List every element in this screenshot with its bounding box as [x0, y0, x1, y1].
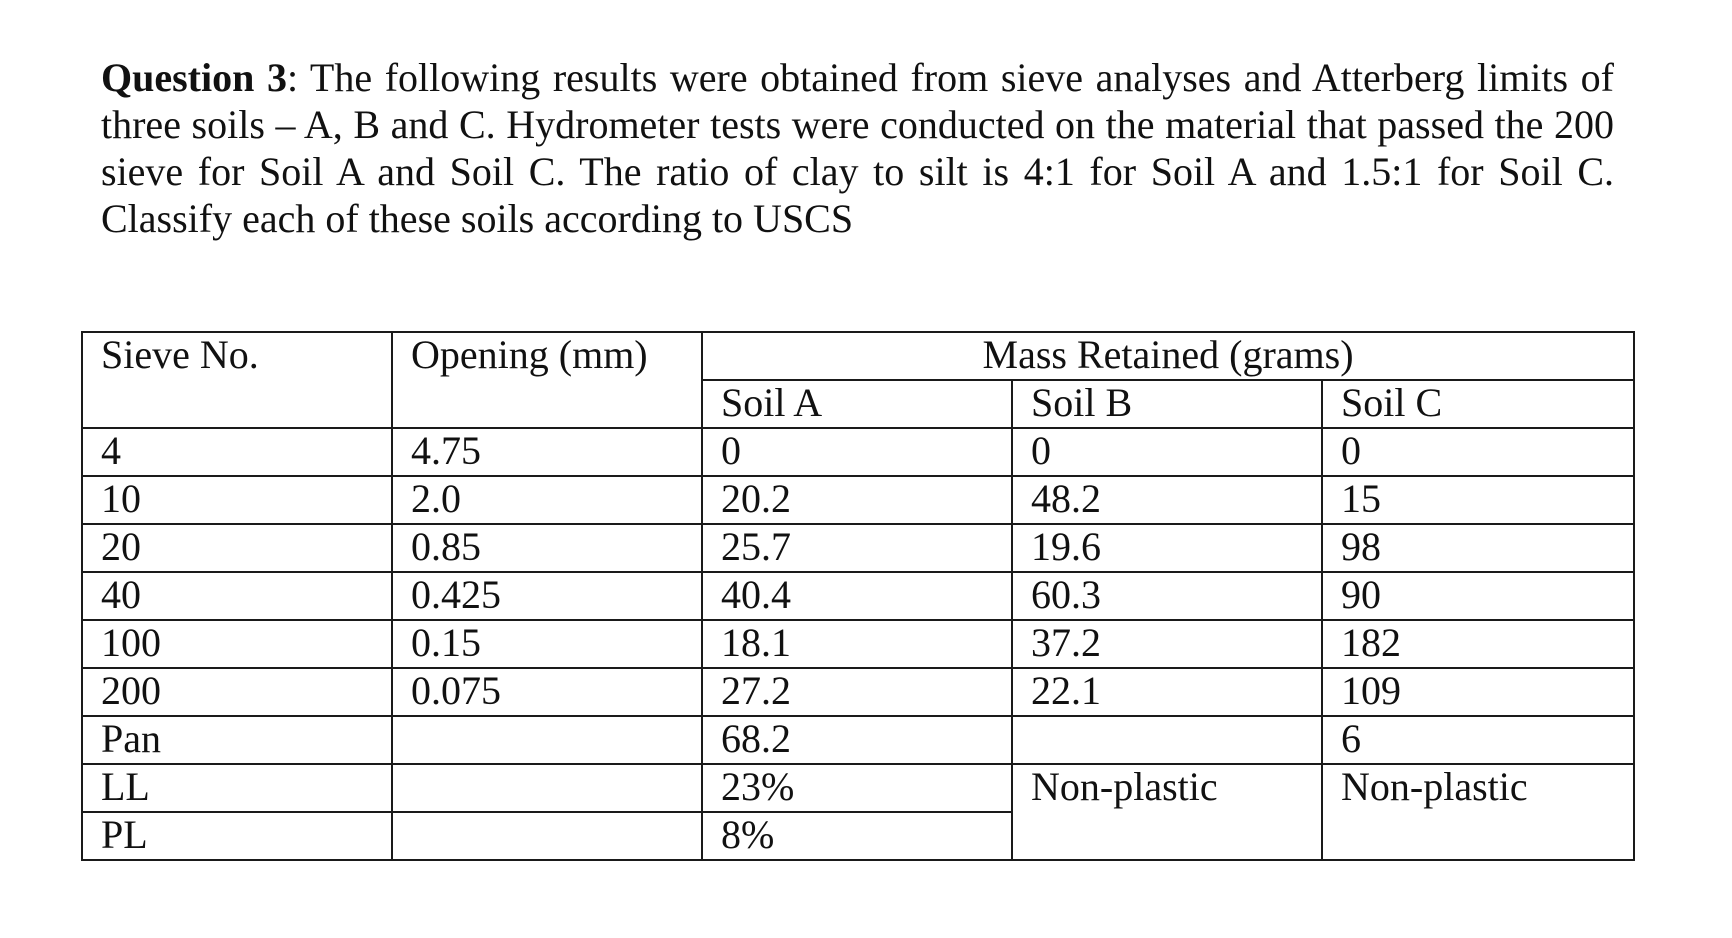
- ll-row: [82, 764, 1634, 812]
- sieve-cell: 200: [82, 668, 392, 716]
- sieve-cell: 20: [82, 524, 392, 572]
- soil-a-cell: 0: [702, 428, 1012, 476]
- opening-cell: 4.75: [392, 428, 702, 476]
- pl-opening-cell: [392, 812, 702, 860]
- soil-b-cell: 0: [1012, 428, 1322, 476]
- soil-c-cell: 98: [1322, 524, 1634, 572]
- ll-opening-cell: [392, 764, 702, 812]
- question-body: : The following results were obtained from sieve analyses and Atterberg limits of three soils – A, B and C. Hydrometer tests were conducted on the material that passed the 200 sieve for Soil A and Soil C. The ratio of clay to silt is 4:1 for Soil A and 1.5:1 for Soil C. Classify each of these soils according to USCS: [101, 55, 1615, 241]
- ll-soil-b: Non-plastic: [1012, 764, 1322, 860]
- header-sieve-no: Sieve No.: [82, 332, 392, 428]
- soil-c-cell: 6: [1322, 716, 1634, 764]
- ll-soil-a: 23%: [702, 764, 1012, 812]
- table-row: [82, 524, 1634, 572]
- soil-b-cell: 60.3: [1012, 572, 1322, 620]
- pl-label: PL: [82, 812, 392, 860]
- sieve-cell: 10: [82, 476, 392, 524]
- opening-cell: [392, 716, 702, 764]
- header-mass-retained: Mass Retained (grams): [702, 332, 1634, 380]
- table-row: [82, 428, 1634, 476]
- soil-b-cell: 22.1: [1012, 668, 1322, 716]
- opening-cell: 2.0: [392, 476, 702, 524]
- soil-c-cell: 90: [1322, 572, 1634, 620]
- header-row-1: [82, 332, 1634, 380]
- header-soil-a: Soil A: [702, 380, 1012, 428]
- soil-c-cell: 182: [1322, 620, 1634, 668]
- soil-a-cell: 18.1: [702, 620, 1012, 668]
- header-soil-c: Soil C: [1322, 380, 1634, 428]
- table-row: [82, 668, 1634, 716]
- soil-b-cell: 19.6: [1012, 524, 1322, 572]
- soil-a-cell: 27.2: [702, 668, 1012, 716]
- soil-b-cell: 48.2: [1012, 476, 1322, 524]
- soil-a-cell: 68.2: [702, 716, 1012, 764]
- soil-a-cell: 20.2: [702, 476, 1012, 524]
- table-row: [82, 716, 1634, 764]
- pl-soil-a: 8%: [702, 812, 1012, 860]
- opening-cell: 0.15: [392, 620, 702, 668]
- question-text: [101, 54, 1614, 242]
- soil-b-cell: [1012, 716, 1322, 764]
- sieve-cell: Pan: [82, 716, 392, 764]
- sieve-cell: 100: [82, 620, 392, 668]
- table-row: [82, 476, 1634, 524]
- header-opening: Opening (mm): [392, 332, 702, 428]
- sieve-analysis-table: [81, 331, 1635, 861]
- soil-b-cell: 37.2: [1012, 620, 1322, 668]
- question-label: Question 3: [101, 55, 287, 100]
- soil-c-cell: 0: [1322, 428, 1634, 476]
- table-row: [82, 620, 1634, 668]
- opening-cell: 0.075: [392, 668, 702, 716]
- opening-cell: 0.85: [392, 524, 702, 572]
- soil-c-cell: 15: [1322, 476, 1634, 524]
- soil-a-cell: 40.4: [702, 572, 1012, 620]
- sieve-cell: 40: [82, 572, 392, 620]
- table-row: [82, 572, 1634, 620]
- ll-soil-c: Non-plastic: [1322, 764, 1634, 860]
- soil-c-cell: 109: [1322, 668, 1634, 716]
- soil-a-cell: 25.7: [702, 524, 1012, 572]
- sieve-cell: 4: [82, 428, 392, 476]
- ll-label: LL: [82, 764, 392, 812]
- opening-cell: 0.425: [392, 572, 702, 620]
- header-soil-b: Soil B: [1012, 380, 1322, 428]
